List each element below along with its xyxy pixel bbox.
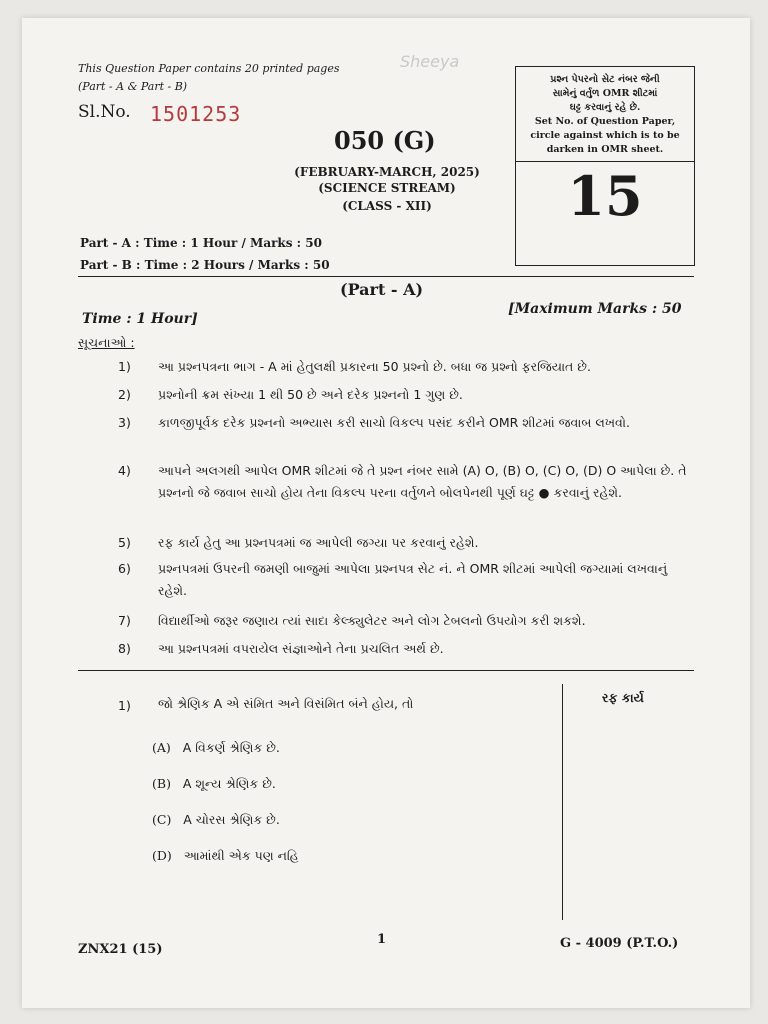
parts-note: (Part - A & Part - B) — [78, 80, 188, 93]
question-1-option-c: (C) A ચોરસ શ્રેણિક છે. — [152, 812, 280, 827]
rough-work-label: રફ કાર્ય — [602, 690, 644, 705]
footer-code: ZNX21 (15) — [78, 942, 163, 957]
footer-paper-id: G - 4009 (P.T.O.) — [560, 936, 679, 951]
paper-code: 050 (G) — [334, 126, 436, 155]
question-1-option-b: (B) A શૂન્ય શ્રેણિક છે. — [152, 776, 276, 791]
pages-note: This Question Paper contains 20 printed pages — [78, 62, 340, 75]
exam-stream: (SCIENCE STREAM) — [318, 181, 456, 195]
instructions-heading: સૂચનાઓ : — [78, 335, 135, 350]
serial-number-value: 1501253 — [150, 102, 242, 126]
exam-class: (CLASS - XII) — [342, 199, 432, 213]
set-number-box — [515, 66, 695, 266]
question-1-option-a: (A) A વિકર્ણ શ્રેણિક છે. — [152, 740, 280, 755]
part-b-time-marks: Part - B : Time : 2 Hours / Marks : 50 — [80, 258, 330, 272]
question-paper-page — [22, 18, 750, 1008]
rough-work-divider — [562, 684, 563, 920]
serial-number-label: Sl.No. — [78, 102, 131, 122]
set-number-instructions: પ્રશ્ન પેપરનો સેટ નંબર જેની સામેનું વર્તુળ OMR શીટમાં ઘટ્ટ કરવાનું રહે છે. Set No. of Question Paper, circle against which is to be darken in OMR sheet. — [530, 74, 680, 155]
set-box-divider — [516, 161, 694, 162]
handwritten-name: Sheeya — [400, 52, 460, 71]
page-number: 1 — [377, 932, 387, 947]
question-1-number: 1) — [118, 698, 131, 713]
exam-session: (FEBRUARY-MARCH, 2025) — [294, 165, 480, 179]
part-a-max-marks: [Maximum Marks : 50 — [508, 301, 682, 317]
instructions-list: 1) આ પ્રશ્નપત્રના ભાગ - A માં હેતુલક્ષી પ્રકારના 50 પ્રશ્નો છે. બધા જ પ્રશ્નો ફરજિયાત છે. 2) પ્રશ્નોની ક્રમ સંખ્યા 1 થી 50 છે અને દરેક પ્રશ્નનો 1 ગુણ છે. 3) કાળજીપૂર્વક દરેક પ્રશ્નનો અભ્યાસ કરી સાચો વિકલ્પ પસંદ કરીને OMR શીટમાં જવાબ લખવો. 4) આપને અલગથી આપેલ OMR શીટમાં જે તે પ્રશ્ન નંબર સામે (A) O, (B) O, (C) O, (D) O આપેલા છે. તે પ્રશ્નનો જે જવાબ સાચો હોય તેના વિકલ્પ પરના વર્તુળને બોલપેનથી પૂર્ણ ઘટ્ટ ● કરવાનું રહેશે. 5) રફ કાર્ય હેતુ આ પ્રશ્નપત્રમાં જ આપેલી જગ્યા પર કરવાનું રહેશે. 6) પ્રશ્નપત્રમાં ઉપરની જમણી બાજુમાં આપેલા પ્રશ્નપત્ર સેટ નં. ને OMR શીટમાં આપેલી જગ્યામાં લખવાનું રહેશે. 7) વિદ્યાર્થીઓ જરૂર જણાય ત્યાં સાદા કેલ્ક્યુલેટર અને લોગ ટેબલનો ઉપયોગ કરી શકશે. 8) આ પ્રશ્નપત્રમાં વપરાયેલ સંજ્ઞાઓને તેના પ્રચલિત અર્થ છે. — [118, 359, 687, 656]
set-number: 15 — [567, 164, 643, 228]
part-a-title: (Part - A) — [340, 280, 424, 299]
question-1-text: જો શ્રેણિક A એ સંમિત અને વિસંમિત બંને હોય, તો — [158, 696, 414, 711]
header-rule — [78, 276, 694, 277]
part-a-time-marks: Part - A : Time : 1 Hour / Marks : 50 — [80, 236, 322, 250]
part-a-time: Time : 1 Hour] — [82, 311, 198, 327]
instructions-rule — [78, 670, 694, 671]
question-1-option-d: (D) આમાંથી એક પણ નહિ — [152, 848, 299, 863]
